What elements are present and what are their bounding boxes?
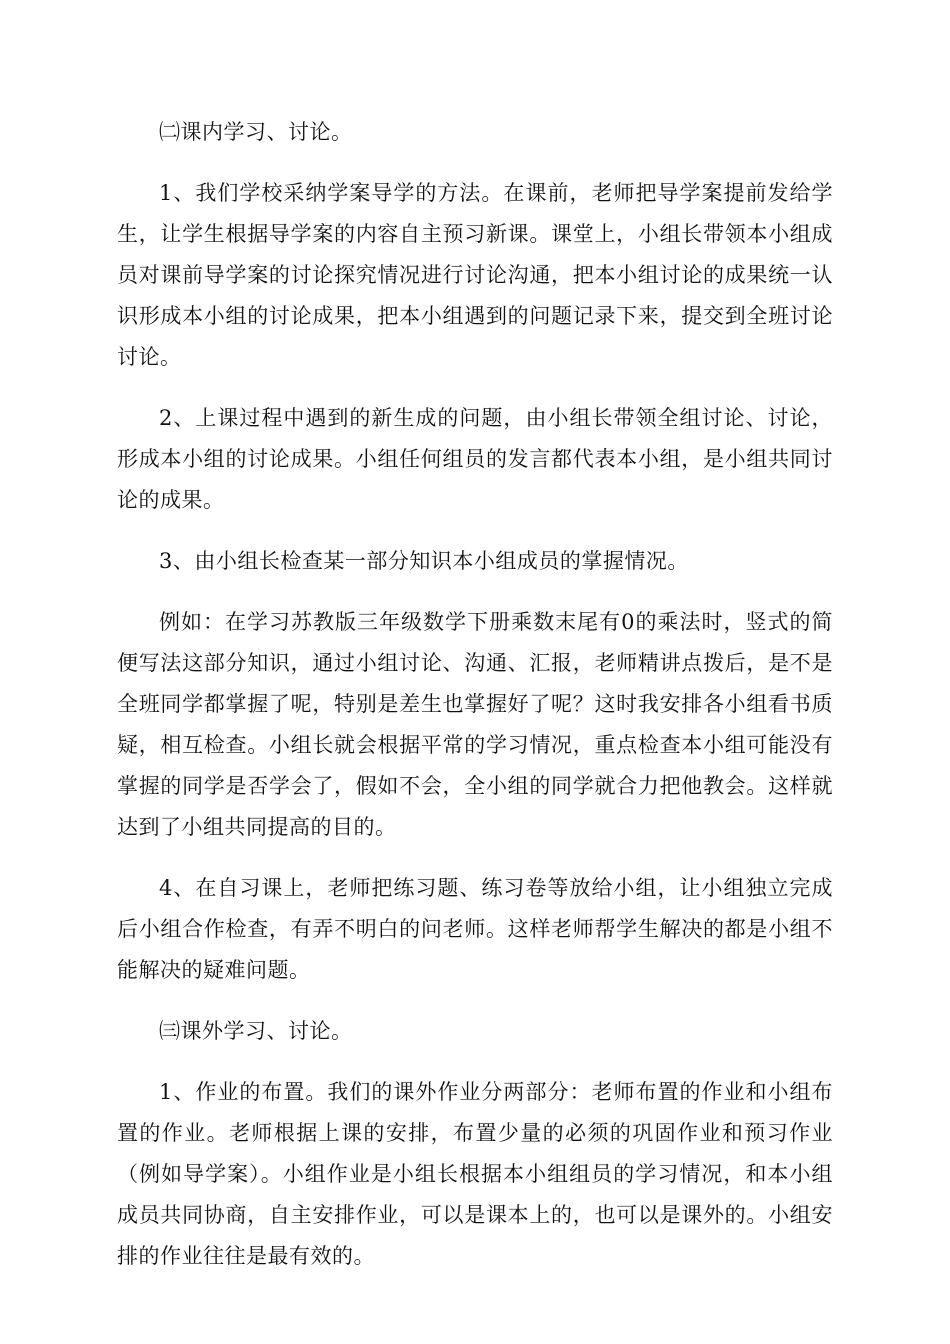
document-body bbox=[117, 112, 833, 1297]
paragraph-homework: 1、作业的布置。我们的课外作业分两部分：老师布置的作业和小组布置的作业。老师根据上课的安排，布置少量的必须的巩固作业和预习作业（例如导学案）。小组作业是小组长根据本小组组员的学习情况，和本小组成员共同协商，自主安排作业，可以是课本上的，也可以是课外的。小组安排的作业往往是最有效的。 bbox=[117, 1080, 833, 1268]
paragraph-item-3: 3、由小组长检查某一部分知识本小组成员的掌握情况。 bbox=[159, 549, 689, 573]
section-heading-after-class: ㈢课外学习、讨论。 bbox=[159, 1019, 353, 1043]
paragraph-example: 例如：在学习苏教版三年级数学下册乘数末尾有0的乘法时，竖式的简便写法这部分知识，通过小组讨论、沟通、汇报，老师精讲点拨后，是不是全班同学都掌握了呢，特别是差生也掌握好了呢？这时我安排各小组看书质疑，相互检查。小组长就会根据平常的学习情况，重点检查本小组可能没有掌握的同学是否学会了，假如不会，全小组的同学就合力把他教会。这样就达到了小组共同提高的目的。 bbox=[117, 610, 833, 839]
paragraph-item-2: 2、上课过程中遇到的新生成的问题，由小组长带领全组讨论、讨论，形成本小组的讨论成果。小组任何组员的发言都代表本小组，是小组共同讨论的成果。 bbox=[117, 406, 833, 512]
paragraph-item-1: 1、我们学校采纳学案导学的方法。在课前，老师把导学案提前发给学生，让学生根据导学案的内容自主预习新课。课堂上，小组长带领本小组成员对课前导学案的讨论探究情况进行讨论沟通，把本小组讨论的成果统一认识形成本小组的讨论成果，把本小组遇到的问题记录下来，提交到全班讨论讨论。 bbox=[117, 181, 833, 369]
section-heading-in-class: ㈡课内学习、讨论。 bbox=[159, 120, 353, 144]
paragraph-item-4: 4、在自习课上，老师把练习题、练习卷等放给小组，让小组独立完成后小组合作检查，有弄不明白的问老师。这样老师帮学生解决的都是小组不能解决的疑难问题。 bbox=[117, 876, 833, 982]
